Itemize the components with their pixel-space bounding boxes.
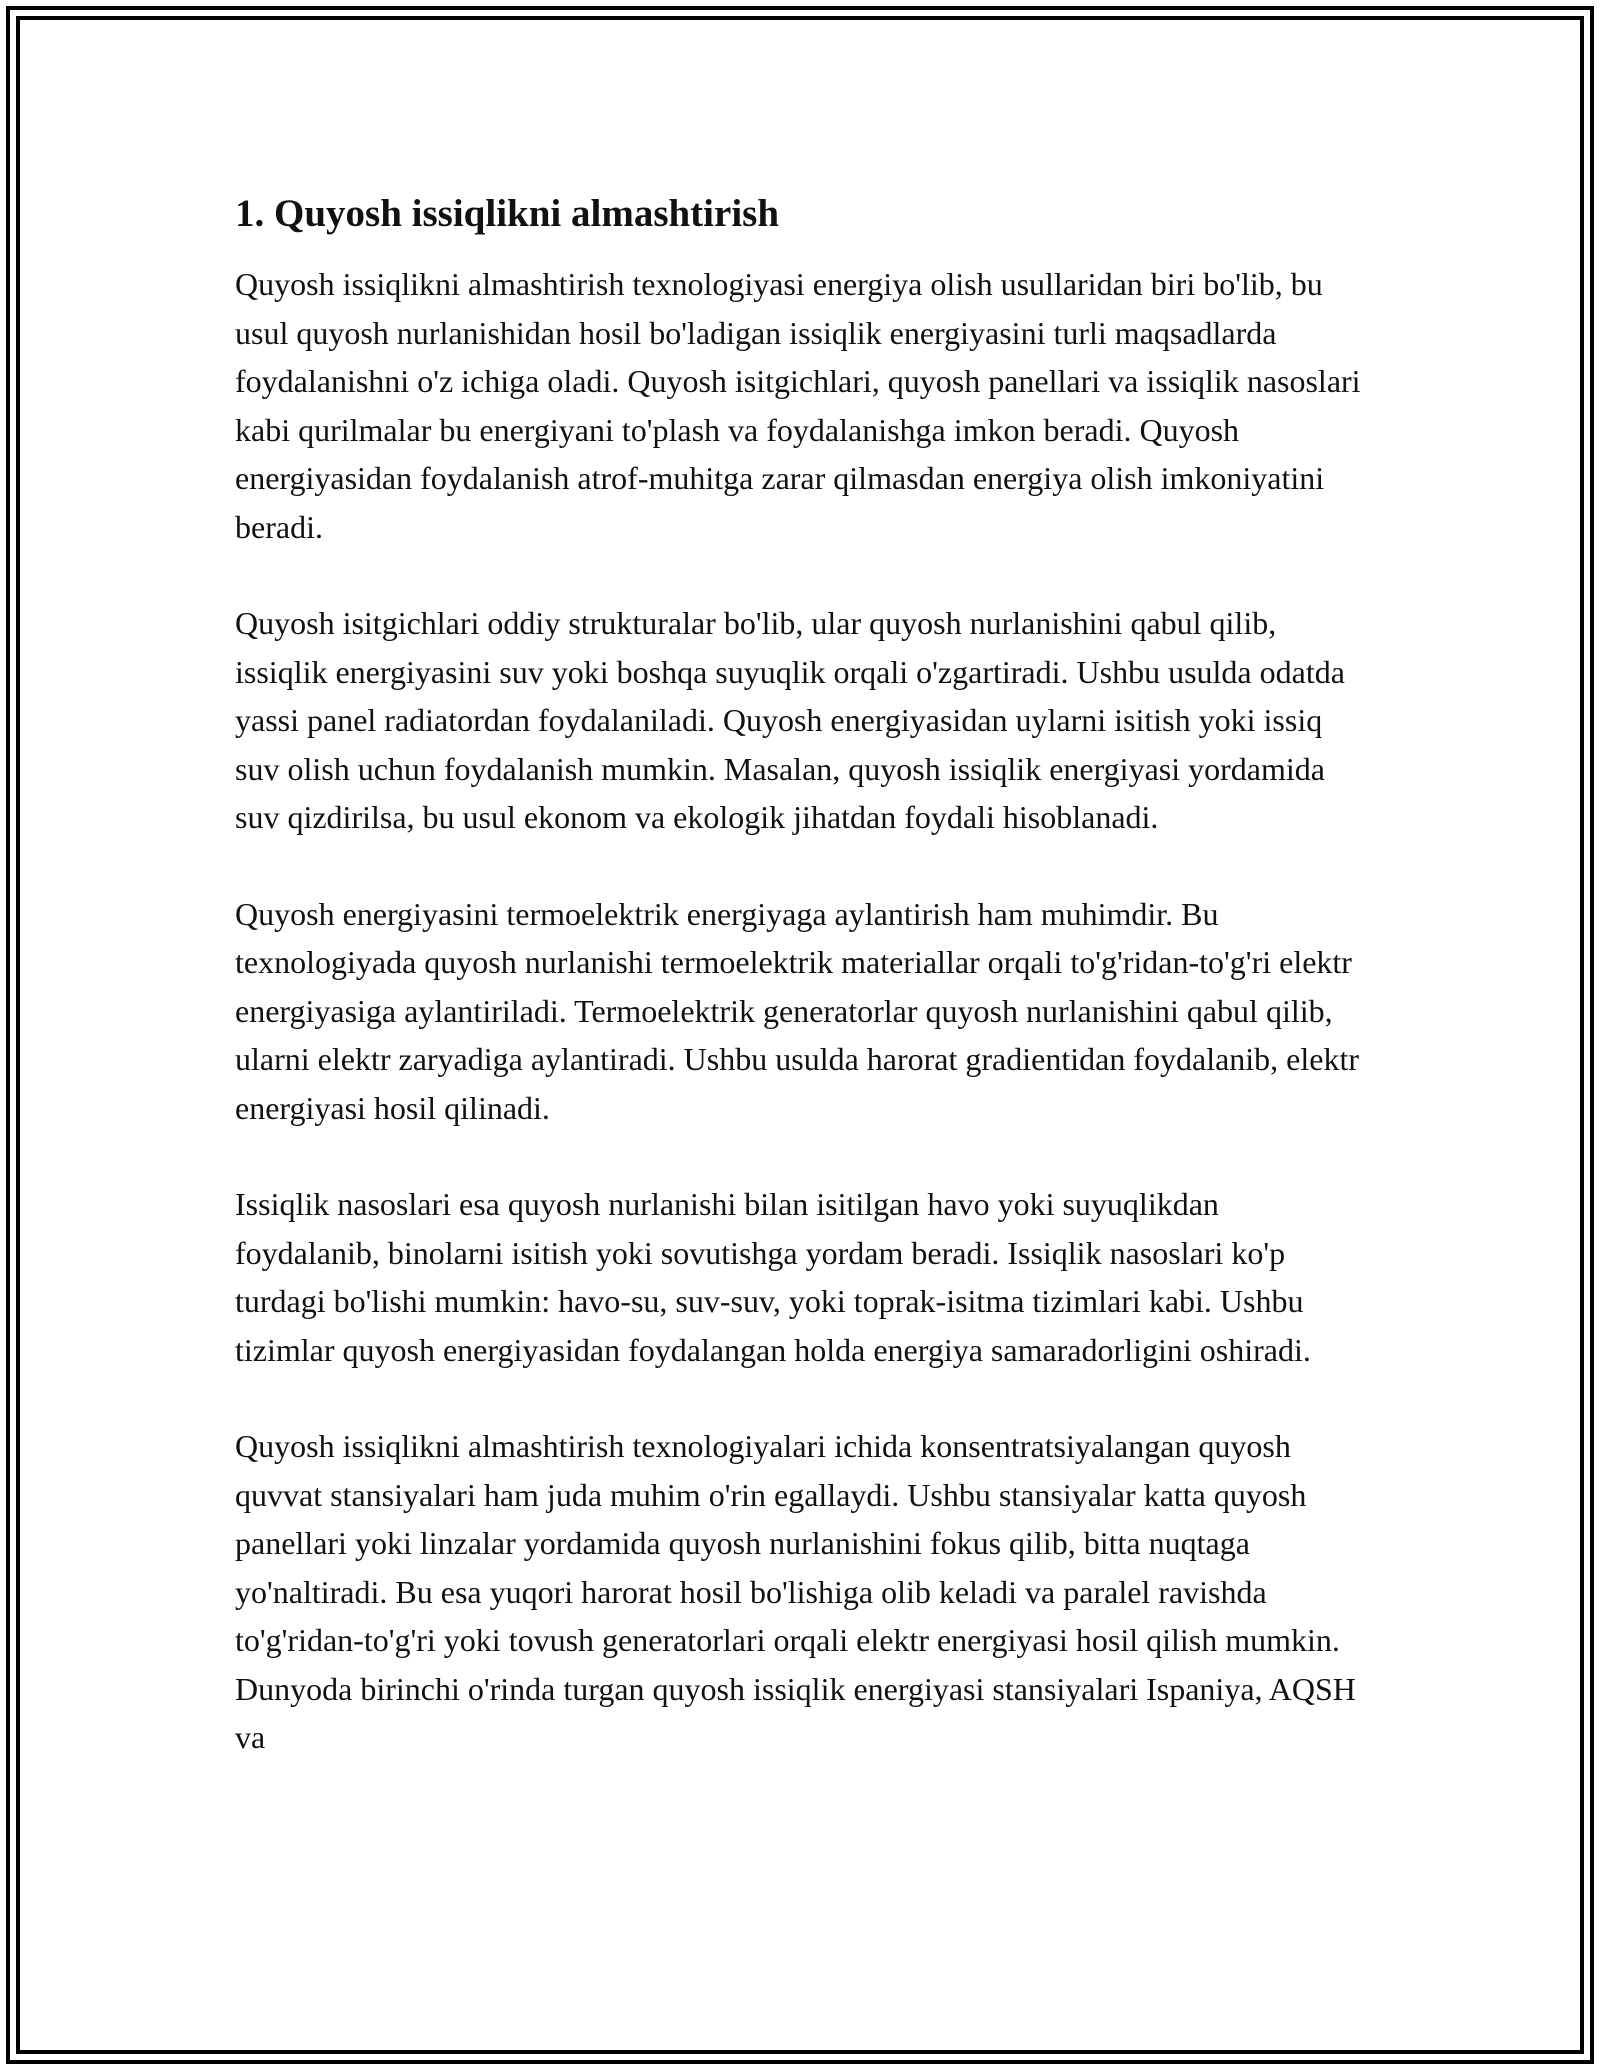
paragraph-3: Quyosh energiyasini termoelektrik energiyaga aylantirish ham muhimdir. Bu texnologiyada quyosh nurlanishi termoelektrik materiallar orqali to'g'ridan-to'g'ri elektr energiyasiga aylantiriladi. Termoelektrik generatorlar quyosh nurlanishini qabul qilib, ularni elektr zaryadiga aylantiradi. Ushbu usulda harorat gradientidan foydalanib, elektr energiyasi hosil qilinadi. (235, 895, 1360, 1126)
paragraph-1: Quyosh issiqlikni almashtirish texnologiyasi energiya olish usullaridan biri bo'lib, bu usul quyosh nurlanishidan hosil bo'ladigan issiqlik energiyasini turli maqsadlarda foydalanishni o'z ichiga oladi. Quyosh isitgichlari, quyosh panellari va issiqlik nasoslari kabi qurilmalar bu energiyani to'plash va foydalanishga imkon beradi. Quyosh energiyasidan foydalanish atrof-muhitga zarar qilmasdan energiya olish imkoniyatini beradi. (235, 266, 1361, 545)
document-body (235, 184, 1370, 1810)
section-heading: 1. Quyosh issiqlikni almashtirish (235, 192, 780, 235)
paragraph-4: Issiqlik nasoslari esa quyosh nurlanishi bilan isitilgan havo yoki suyuqlikdan foydalanib, binolarni isitish yoki sovutishga yordam beradi. Issiqlik nasoslari ko'p turdagi bo'lishi mumkin: havo-su, suv-suv, yoki toprak-isitma tizimlari kabi. Ushbu tizimlar quyosh energiyasidan foydalangan holda energiya samaradorligini oshiradi. (235, 1186, 1311, 1368)
paragraph-2: Quyosh isitgichlari oddiy strukturalar bo'lib, ular quyosh nurlanishini qabul qilib, issiqlik energiyasini suv yoki boshqa suyuqlik orqali o'zgartiradi. Ushbu usulda odatda yassi panel radiatordan foydalaniladi. Quyosh energiyasidan uylarni isitish yoki issiq suv olish uchun foydalanish mumkin. Masalan, quyosh issiqlik energiyasi yordamida suv qizdirilsa, bu usul ekonom va ekologik jihatdan foydali hisoblanadi. (235, 605, 1345, 835)
paragraph-5: Quyosh issiqlikni almashtirish texnologiyalari ichida konsentratsiyalangan quyosh quvvat stansiyalari ham juda muhim o'rin egallaydi. Ushbu stansiyalar katta quyosh panellari yoki linzalar yordamida quyosh nurlanishini fokus qilib, bitta nuqtaga yo'naltiradi. Bu esa yuqori harorat hosil bo'lishiga olib keladi va paralel ravishda to'g'ridan-to'g'ri yoki tovush generatorlari orqali elektr energiyasi hosil qilish mumkin. Dunyoda birinchi o'rinda turgan quyosh issiqlik energiyasi stansiyalari Ispaniya, AQSH va (235, 1428, 1356, 1755)
